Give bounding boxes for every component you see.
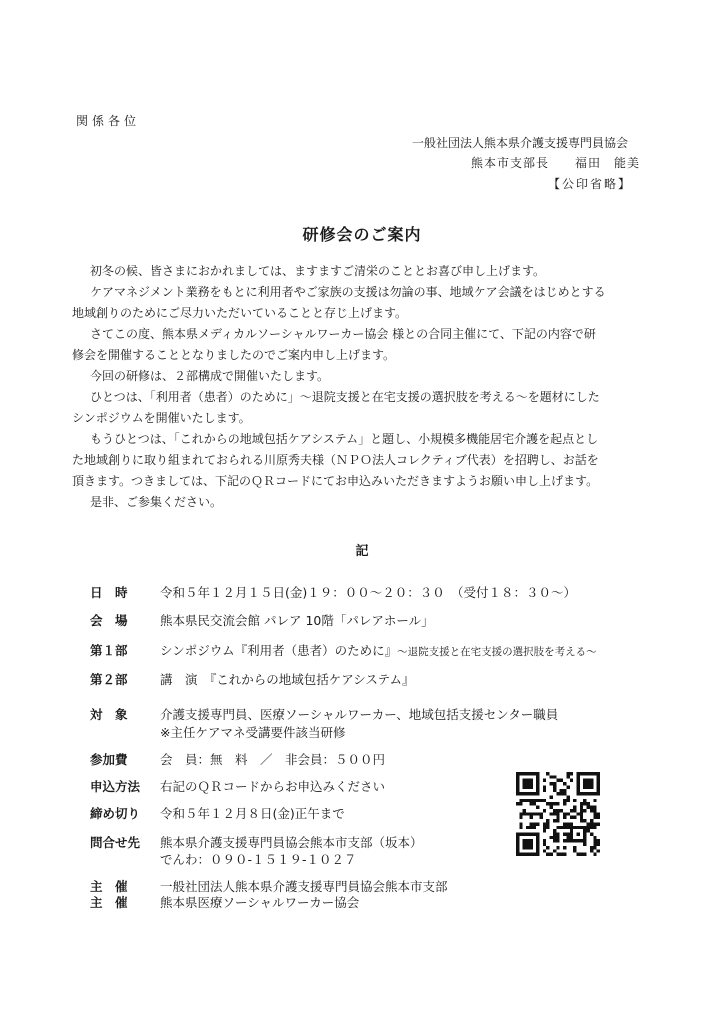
- contact-phone: でんわ：０９０-１５１９-１０２７: [160, 852, 357, 867]
- fee-value: 会 員：無 料 ／ 非会員：５００円: [160, 752, 386, 767]
- body-line: ひとつは、「利用者（患者）のために」～退院支援と在宅支援の選択肢を考える～を題材にした: [90, 390, 600, 404]
- body-line: 地域創りのためにご尽力いただいていることと存じ上げます。: [72, 306, 408, 320]
- body-line: シンポジウムを開催いたします。: [72, 411, 251, 425]
- body-line: 頂きます。つきましては、下記のＱＲコードにてお申込みいただきますようお願い申し上げます。: [72, 474, 599, 488]
- fee-label: 参加費: [90, 752, 128, 767]
- ki-heading: 記: [355, 544, 369, 559]
- target-value: 介護支援専門員、医療ソーシャルワーカー、地域包括支援センター職員: [160, 707, 559, 722]
- target-label: 対 象: [90, 707, 128, 722]
- qr-code-icon[interactable]: [516, 772, 600, 856]
- deadline-value: 令和５年１２月８日(金)正午まで: [160, 806, 345, 821]
- venue-label: 会 場: [90, 613, 128, 628]
- part1-subtitle: ～退院支援と在宅支援の選択肢を考える～: [397, 646, 597, 658]
- contact-value: 熊本県介護支援専門員協会熊本市支部（坂本）: [160, 835, 423, 850]
- sender-branch: 熊本市支部長 福田 能美: [470, 156, 640, 170]
- body-line: た地域創りに取り組まれておられる川原秀夫様（ＮＰＯ法人コレクティブ代表）を招聘し、お話を: [72, 453, 599, 467]
- datetime-label: 日 時: [90, 585, 128, 600]
- body-line: もうひとつは、「これからの地域包括ケアシステム」と題し、小規模多機能居宅介護を起点とし: [90, 432, 599, 446]
- datetime-value: 令和５年１２月１５日(金)１９：００～２０：３０ （受付１８：３０～）: [160, 585, 577, 600]
- document-title: 研修会のご案内: [302, 225, 422, 244]
- part2-value: 講 演 『これからの地域包括ケアシステム』: [160, 672, 415, 687]
- host2-value: 熊本県医療ソーシャルワーカー協会: [160, 895, 360, 910]
- body-line: さてこの度、熊本県メディカルソーシャルワーカー協会 様との合同主催にて、下記の内容で研: [90, 327, 596, 341]
- deadline-label: 締め切り: [90, 806, 141, 821]
- addressee: 関係各位: [76, 114, 141, 128]
- contact-label: 問合せ先: [90, 835, 141, 850]
- body-line: 修会を開催することとなりましたのでご案内申し上げます。: [72, 348, 396, 362]
- body-line: 初冬の候、皆さまにおかれましては、ますますご清栄のこととお喜び申し上げます。: [90, 264, 546, 278]
- body-line: 今回の研修は、２部構成で開催いたします。: [90, 369, 330, 383]
- host2-label: 主 催: [90, 895, 128, 910]
- seal-note: 【公印省略】: [547, 177, 632, 191]
- body-line: ケアマネジメント業務をもとに利用者やご家族の支援は勿論の事、地域ケア会議をはじめとする: [90, 285, 606, 299]
- apply-value: 右記のＱＲコードからお申込みください: [160, 779, 386, 794]
- part1-line: [160, 641, 597, 659]
- apply-label: 申込方法: [90, 779, 141, 794]
- host1-value: 一般社団法人熊本県介護支援専門員協会熊本市支部: [160, 879, 448, 894]
- part1-label: 第１部: [90, 643, 128, 658]
- target-note: ※主任ケアマネ受講要件該当研修: [160, 725, 346, 740]
- host1-label: 主 催: [90, 879, 128, 894]
- part2-label: 第２部: [90, 672, 128, 687]
- body-line: 是非、ご参集ください。: [90, 495, 223, 509]
- venue-value: 熊本県民交流会館 パレア 10階「パレアホール」: [160, 613, 434, 628]
- part1-value: シンポジウム『利用者（患者）のために』: [160, 643, 398, 658]
- sender-organization: 一般社団法人熊本県介護支援専門員協会: [411, 136, 628, 150]
